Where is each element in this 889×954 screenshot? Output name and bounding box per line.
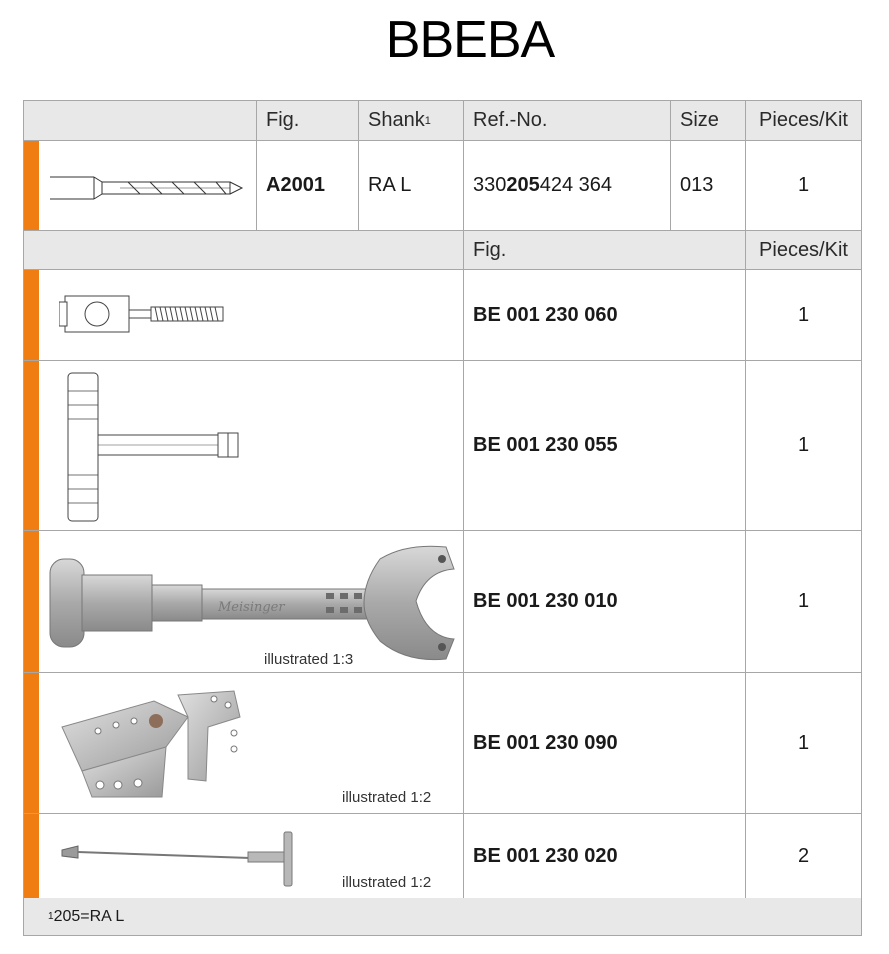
item-pieces: 1 [797,731,810,754]
scale-note: illustrated 1:3 [264,651,354,668]
accent-bar [24,361,39,530]
table-row [24,531,861,673]
item-fig: BE 001 230 060 [473,303,618,326]
accent-bar [24,531,39,672]
footnote: 1 205=RA L [24,898,861,935]
header-ref-no: Ref.-No. [473,109,548,131]
drill-ref-no: 330 205 424 364 [473,174,613,196]
subheader-fig: Fig. [473,238,507,261]
svg-text:Meisinger: Meisinger [218,600,285,615]
bracket-plate-icon [58,687,248,803]
drill-size: 013 [680,174,714,196]
drill-fig: A2001 [266,174,325,196]
screw-adapter-icon [59,292,229,336]
table-row [24,361,861,531]
item-pieces: 1 [797,303,810,326]
table-row [24,814,861,899]
bender-instrument-icon [46,541,458,665]
scale-note: illustrated 1:2 [342,789,432,806]
scale-note: illustrated 1:2 [342,874,432,891]
table-header [24,101,861,141]
kit-table [23,100,862,936]
item-fig: BE 001 230 055 [473,434,618,456]
table-row [24,270,861,361]
drill-shank: RA L [368,174,412,196]
t-handle-wrench-icon [64,371,244,523]
item-pieces: 1 [797,434,810,456]
header-size: Size [680,109,719,131]
drill-bit-icon [50,173,245,203]
accent-bar [24,141,39,230]
table-row [24,673,861,814]
header-pieces: Pieces/Kit [759,109,848,131]
header-fig: Fig. [266,109,300,131]
accent-bar [24,673,39,813]
subheader-pieces: Pieces/Kit [759,238,848,261]
item-fig: BE 001 230 090 [473,731,618,754]
accent-bar [24,814,39,898]
page-title: BBEBA [385,11,555,69]
item-pieces: 2 [797,844,810,867]
drill-pieces: 1 [797,174,810,196]
wire-t-handle-icon [60,828,300,888]
table-subheader [24,231,861,270]
table-row [24,141,861,231]
item-fig: BE 001 230 010 [473,590,618,612]
header-shank: Shank 1 [368,109,431,131]
accent-bar [24,270,39,360]
item-fig: BE 001 230 020 [473,844,618,867]
item-pieces: 1 [797,590,810,612]
